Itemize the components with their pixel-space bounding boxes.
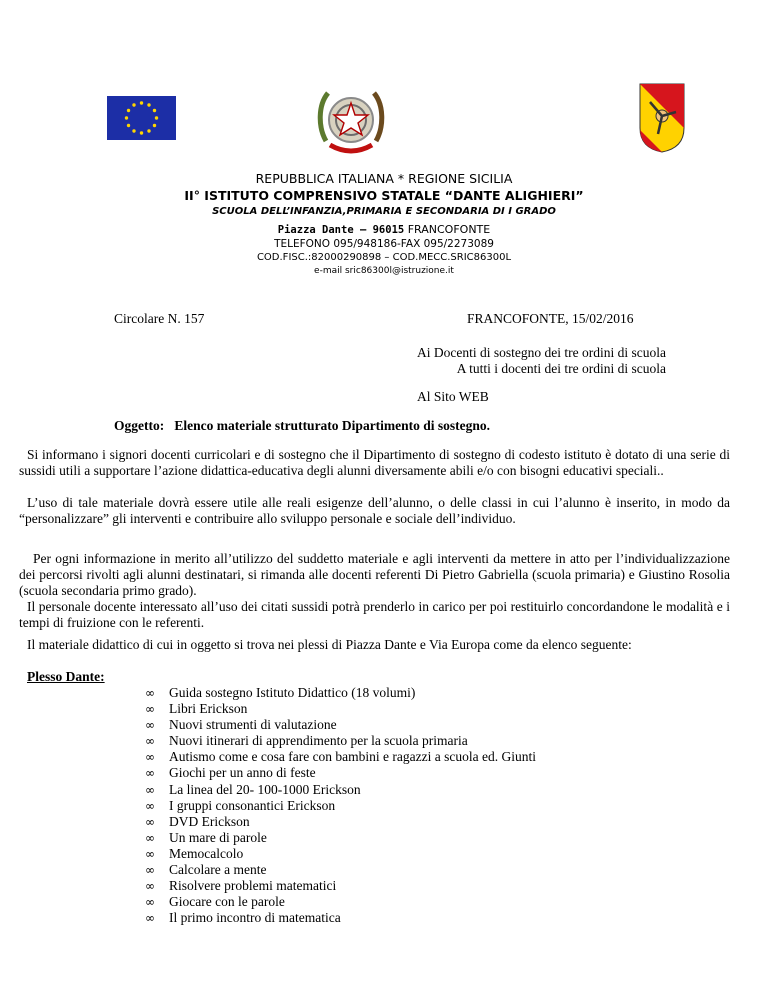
infinity-bullet-icon: ∞ <box>145 895 155 910</box>
list-item-text: Giocare con le parole <box>169 894 285 910</box>
circolare-number: Circolare N. 157 <box>114 311 205 326</box>
subject-line: Oggetto: Elenco materiale strutturato Dipartimento di sostegno. <box>114 418 491 433</box>
eu-stars <box>107 96 176 140</box>
infinity-bullet-icon: ∞ <box>145 879 155 894</box>
list-item <box>145 878 536 894</box>
paragraph-4: Il personale docente interessato all’uso dei citati sussidi potrà prenderlo in carico per poi restituirlo concordandone le modalità e i tempi di fruizione con le referenti. <box>19 599 730 630</box>
list-item-text: Memocalcolo <box>169 845 244 861</box>
list-item-text: Un mare di parole <box>169 829 267 845</box>
list-item <box>145 717 536 733</box>
italian-republic-emblem-icon <box>316 83 386 158</box>
infinity-bullet-icon: ∞ <box>145 734 155 749</box>
list-item-text: La linea del 20- 100-1000 Erickson <box>169 781 361 797</box>
header-phone: TELEFONO 095/948186-FAX 095/2273089 <box>274 238 494 250</box>
paragraph-1: Si informano i signori docenti curricolari e di sostegno che il Dipartimento di sostegno di codesto istituto è dotato di una serie di sussidi utili a supportare l’azione didattica-educativa degli alunni diversamente abili e/o con bisogni educativi speciali.. <box>19 447 730 478</box>
list-item-text: DVD Erickson <box>169 813 250 829</box>
list-item <box>145 894 536 910</box>
list-item <box>145 749 536 765</box>
infinity-bullet-icon: ∞ <box>145 814 155 829</box>
list-item-text: Calcolare a mente <box>169 862 267 878</box>
header-institute-name: II° ISTITUTO COMPRENSIVO STATALE “DANTE ALIGHIERI” <box>184 188 584 203</box>
list-item <box>145 814 536 830</box>
list-item-text: Nuovi strumenti di valutazione <box>169 717 337 733</box>
header-republic-region: REPUBBLICA ITALIANA * REGIONE SICILIA <box>255 171 513 186</box>
list-item-text: Nuovi itinerari di apprendimento per la scuola primaria <box>169 733 468 749</box>
list-item <box>145 701 536 717</box>
list-item <box>145 846 536 862</box>
infinity-bullet-icon: ∞ <box>145 846 155 861</box>
list-item-text: Giochi per un anno di feste <box>169 765 316 781</box>
list-item-text: I gruppi consonantici Erickson <box>169 797 336 813</box>
infinity-bullet-icon: ∞ <box>145 798 155 813</box>
recipients-line-1: Ai Docenti di sostegno dei tre ordini di scuola <box>417 345 666 360</box>
header-address-street: Piazza Dante – 96015 <box>277 224 405 236</box>
list-item <box>145 782 536 798</box>
list-item <box>145 862 536 878</box>
list-item-text: Il primo incontro di matematica <box>169 910 341 926</box>
infinity-bullet-icon: ∞ <box>145 863 155 878</box>
list-item <box>145 685 536 701</box>
header-address <box>0 223 768 236</box>
infinity-bullet-icon: ∞ <box>145 718 155 733</box>
infinity-bullet-icon: ∞ <box>145 750 155 765</box>
list-item-text: Risolvere problemi matematici <box>169 878 337 894</box>
list-item <box>145 798 536 814</box>
infinity-bullet-icon: ∞ <box>145 702 155 717</box>
paragraph-3: Per ogni informazione in merito all’utilizzo del suddetto materiale e agli interventi da mettere in atto per l’individualizzazione dei percorsi rivolti agli alunni destinatari, si rimanda alle docenti referenti Di Pietro Gabriella (scuola primaria) e Giustino Rosolia (scuola secondaria primo grado). <box>19 551 730 598</box>
list-item <box>145 733 536 749</box>
list-item <box>145 765 536 781</box>
place-and-date: FRANCOFONTE, 15/02/2016 <box>467 311 634 326</box>
header-codes: COD.FISC.:82000290898 – COD.MECC.SRIC86300L <box>256 252 512 263</box>
list-item-text: Guida sostegno Istituto Didattico (18 volumi) <box>169 685 416 700</box>
sicily-shield <box>638 82 686 154</box>
header-school-levels: SCUOLA DELL’INFANZIA,PRIMARIA E SECONDARIA DI I GRADO <box>212 206 556 217</box>
recipients-line-2: A tutti i docenti dei tre ordini di scuola <box>456 361 666 376</box>
emblem-graphic <box>316 83 386 158</box>
infinity-bullet-icon: ∞ <box>145 766 155 781</box>
paragraph-2: L’uso di tale materiale dovrà essere utile alle reali esigenze dell’alunno, o delle classi in cui l’alunno è inserito, in modo da “personalizzare” gli interventi e contribuire allo sviluppo personale e sociale dell’individuo. <box>19 495 730 526</box>
infinity-bullet-icon: ∞ <box>145 830 155 845</box>
list-item-text: Libri Erickson <box>169 701 248 717</box>
sicily-region-emblem-icon <box>638 82 686 154</box>
recipients-line-3: Al Sito WEB <box>417 389 489 404</box>
list-item <box>145 830 536 846</box>
list-item-text: Autismo come e cosa fare con bambini e ragazzi a scuola ed. Giunti <box>169 749 536 765</box>
materials-list <box>145 685 536 926</box>
infinity-bullet-icon: ∞ <box>145 911 155 926</box>
infinity-bullet-icon: ∞ <box>145 686 155 700</box>
paragraph-5: Il materiale didattico di cui in oggetto si trova nei plessi di Piazza Dante e Via Europa come da elenco seguente: <box>27 637 632 652</box>
european-union-flag-icon <box>107 96 176 140</box>
list-item <box>145 910 536 926</box>
header-email: e-mail sric86300l@istruzione.it <box>314 266 454 276</box>
plesso-dante-title: Plesso Dante: <box>27 669 105 684</box>
infinity-bullet-icon: ∞ <box>145 782 155 797</box>
header-address-city: FRANCOFONTE <box>407 223 491 236</box>
